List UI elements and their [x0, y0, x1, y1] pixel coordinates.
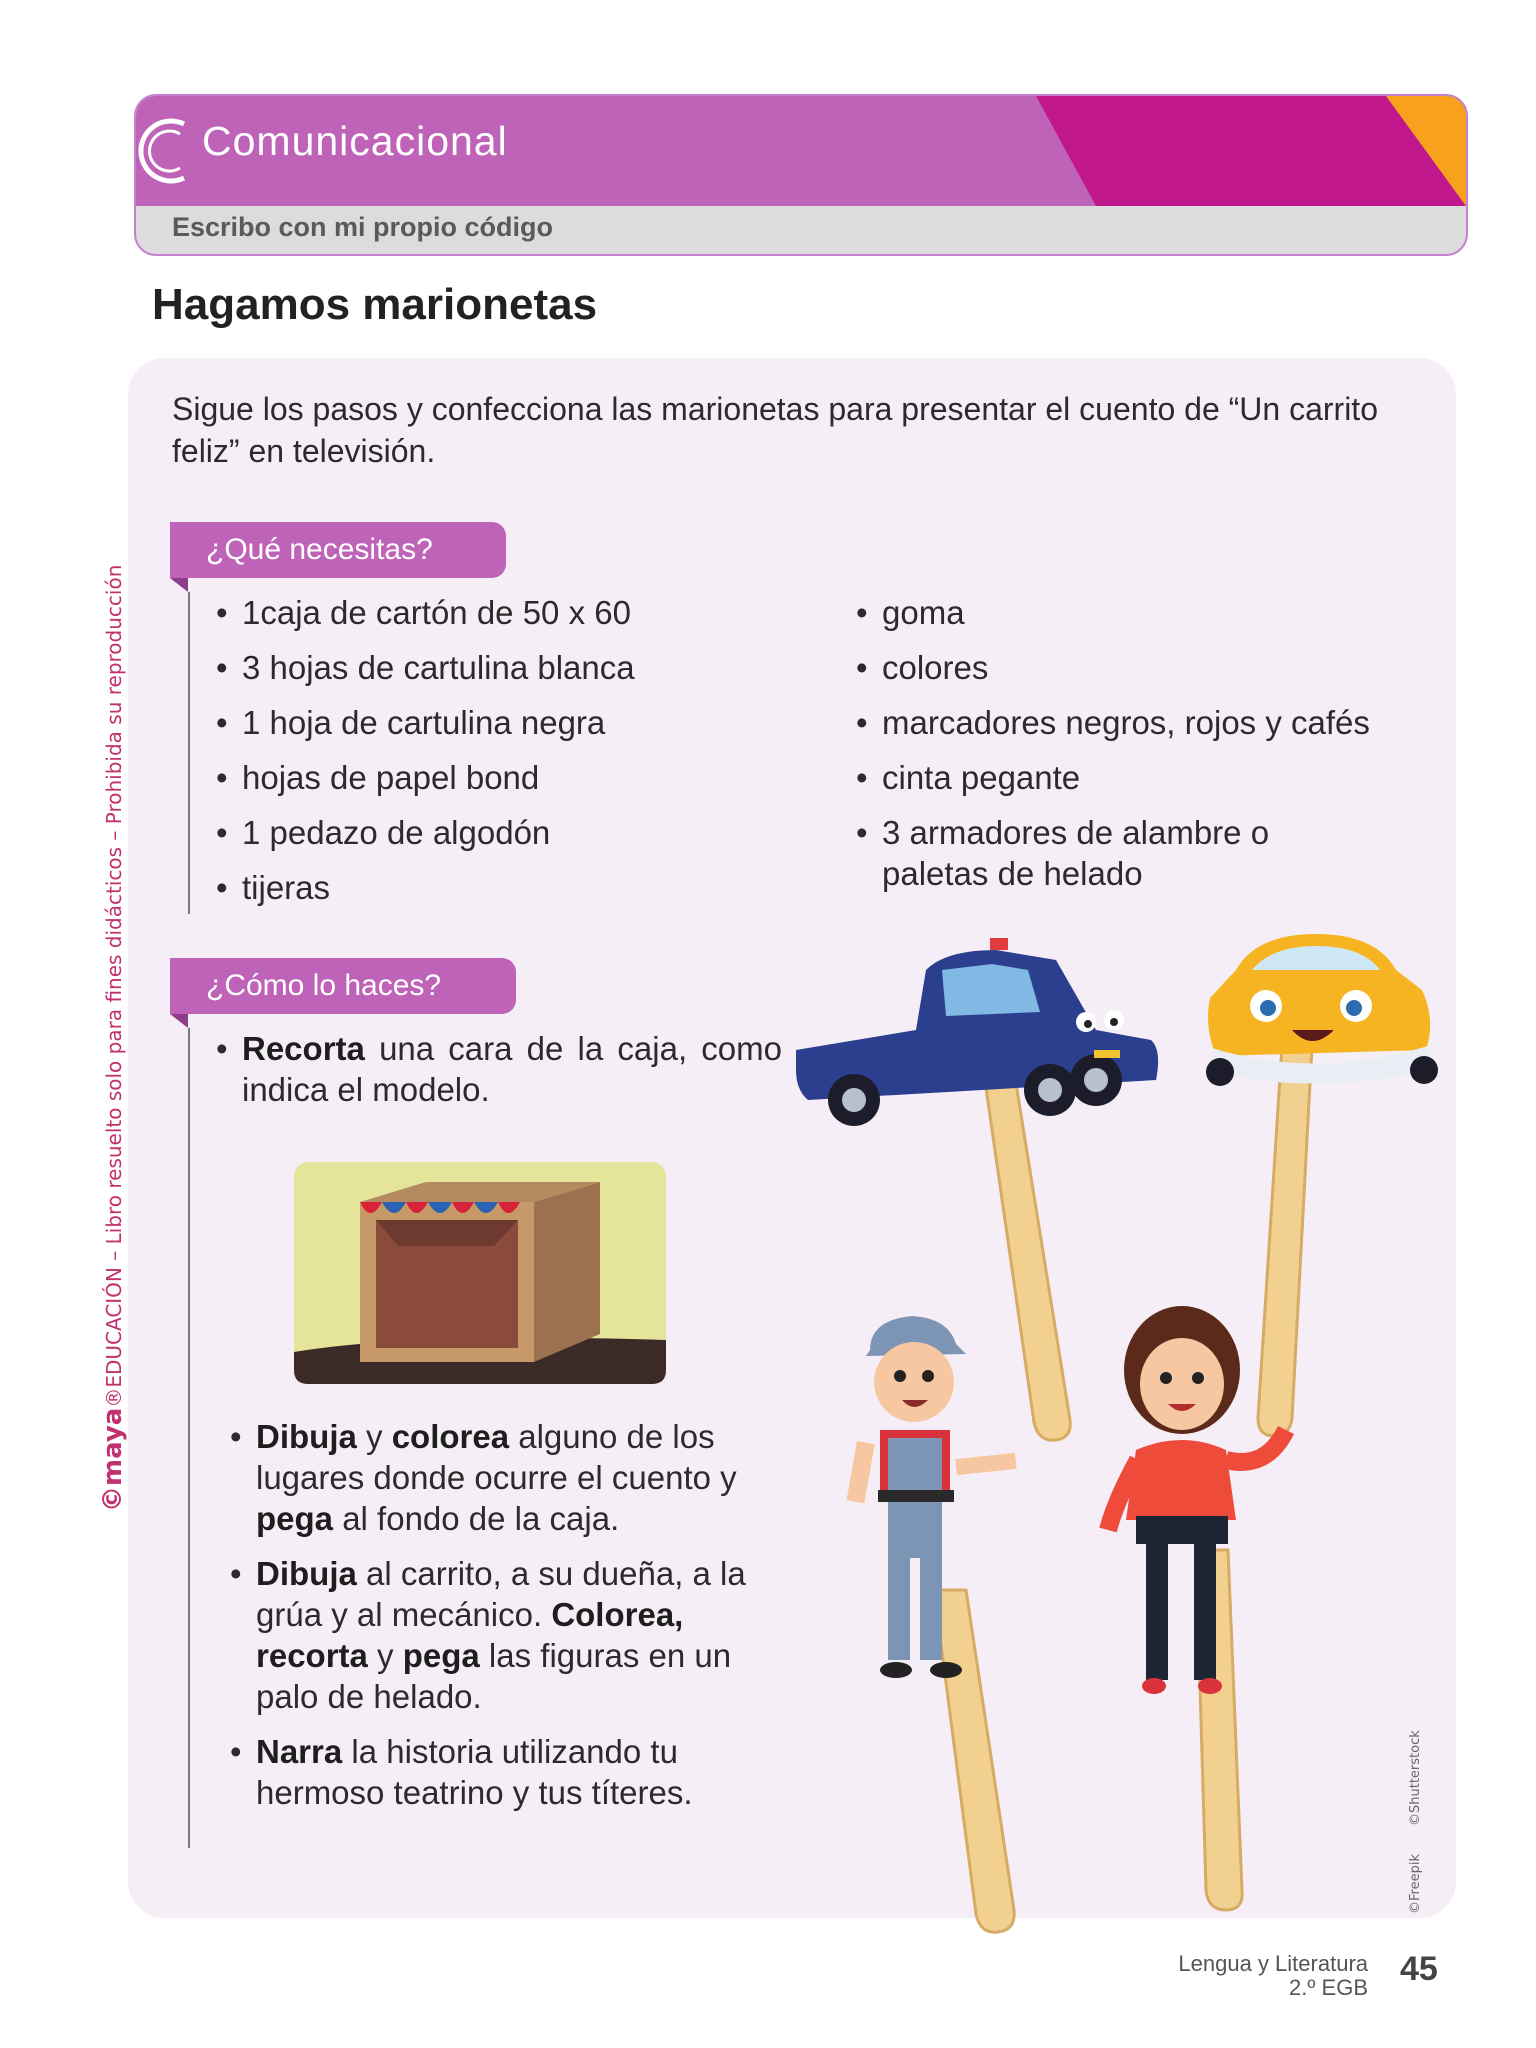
list-item: • hojas de papel bond [216, 757, 816, 798]
materials-divider [188, 592, 190, 914]
list-item: • tijeras [216, 867, 816, 908]
materials-list-left [216, 592, 816, 922]
step-item: • Dibuja y colorea alguno de los lugares donde ocurre el cuento y pega al fondo de la caja. [230, 1416, 770, 1539]
tow-truck-puppet [796, 938, 1158, 1126]
list-item: • goma [856, 592, 1446, 633]
list-item: • 1caja de cartón de 50 x 60 [216, 592, 816, 633]
copyright-side-note [98, 552, 128, 1512]
list-item: • cinta pegante [856, 757, 1446, 798]
section-header [134, 94, 1468, 256]
footer-subject-name: Lengua y Literatura [1178, 1951, 1368, 1976]
dua-badge-shape [1036, 96, 1466, 206]
copyright-text: ®EDUCACIÓN – Libro resuelto solo para fines didácticos – Prohibida su reproducción [102, 564, 126, 1408]
dua-subtitle: Participación [1167, 56, 1343, 87]
list-item: • colores [856, 647, 1446, 688]
list-item: • 1 pedazo de algodón [216, 812, 816, 853]
tab-fold [170, 1014, 188, 1028]
puppets-illustration [796, 930, 1456, 1940]
steps-divider [188, 1028, 190, 1848]
list-item: • 3 hojas de cartulina blanca [216, 647, 816, 688]
step-item: • Narra la historia utilizando tu hermoso teatrino y tus títeres. [230, 1731, 770, 1813]
materials-heading: ¿Qué necesitas? [170, 522, 506, 578]
header-title: Comunicacional [202, 118, 508, 164]
step-list-1 [216, 1028, 782, 1124]
brand-logo-text: ©maya [98, 1407, 128, 1512]
credit-shutterstock: ©Shutterstock [1408, 1730, 1423, 1826]
header-subtitle: Escribo con mi propio código [172, 212, 554, 242]
stick [934, 1590, 1014, 1932]
footer-grade: 2.º EGB [1289, 1975, 1368, 2000]
materials-list-right [856, 592, 1446, 908]
yellow-car-puppet [1206, 934, 1438, 1086]
credit-freepik: ©Freepik [1408, 1854, 1423, 1914]
page-number: 45 [1400, 1950, 1438, 1988]
tab-fold [170, 578, 188, 592]
step-item: • Recorta una cara de la caja, como indica el modelo. [216, 1028, 782, 1110]
list-item: • 1 hoja de cartulina negra [216, 702, 816, 743]
list-item: • 3 armadores de alambre o paletas de helado [856, 812, 1362, 894]
cardboard-box-illustration [294, 1162, 666, 1384]
list-item: • marcadores negros, rojos y cafés [856, 702, 1446, 743]
step-list-2 [230, 1416, 770, 1827]
step-item: • Dibuja al carrito, a su dueña, a la grúa y al mecánico. Colorea, recorta y pega las figuras en un palo de helado. [230, 1553, 770, 1717]
owner-woman-puppet [1108, 1306, 1286, 1694]
dua-title: DUA [1220, 20, 1290, 56]
intro-text: Sigue los pasos y confecciona las marionetas para presentar el cuento de “Un carrito feliz” en televisión. [172, 391, 1378, 469]
stick [1258, 1046, 1312, 1436]
footer-subject [1100, 1952, 1368, 2000]
mechanic-puppet [847, 1316, 1017, 1678]
page-title: Hagamos marionetas [152, 280, 598, 329]
comunicacional-c-icon [136, 112, 206, 190]
steps-heading: ¿Cómo lo haces? [170, 958, 516, 1014]
